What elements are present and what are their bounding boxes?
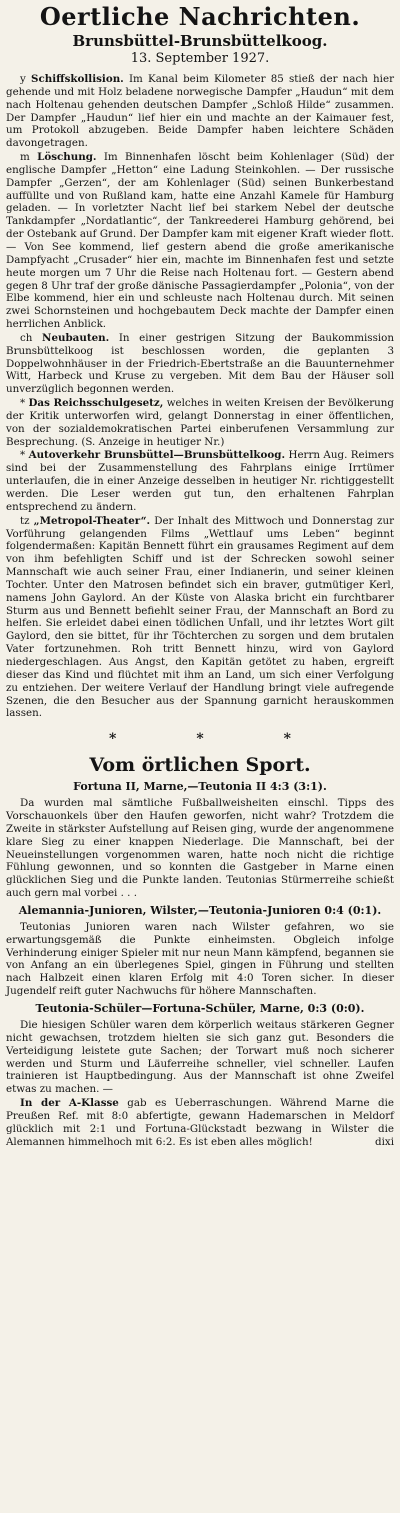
- author-mark: m: [20, 151, 30, 164]
- author-mark: *: [20, 449, 26, 462]
- article-headline: „Metropol-Theater“.: [33, 514, 151, 527]
- summary-text: gab es Ueberraschungen. Während Marne die Preußen Ref. mit 8:0 abfertigte, gewann Hademarschen in Meldorf glücklich mit 2:1 und Fortuna-Glückstadt bezwang in Wilster die Alemannen himmelhoch mit 6:2. Es ist eben alles möglich!: [6, 1097, 394, 1148]
- article-text: Herrn Aug. Reimers sind bei der Zusammenstellung des Fahrplans einige Irrtümer unterlaufen, die in einer Anzeige desselben in heutiger Nr. richtiggestellt werden. Die Leser werden gut tun, den erhaltenen Fahrplan entsprechend zu ändern.: [6, 449, 394, 513]
- article-headline: Autoverkehr Brunsbüttel—Brunsbüttelkoog.: [28, 449, 286, 462]
- sport-column: [6, 780, 394, 1148]
- author-mark: y: [20, 73, 26, 85]
- article-text: Der Inhalt des Mittwoch und Donnerstag zur Vorführung gelangenden Films „Wettlauf ums Leben“ beginnt folgendermaßen: Kapitän Bennett führt ein grausames Regiment auf dem von ihm befehligten Schiff und ist der Schrecken sowohl seiner Mannschaft wie auch seiner Frau, einer Indianerin, und seiner kleinen Tochter. Unter den Matrosen befindet sich ein braver, gutmütiger Kerl, namens John Gaylord. An der Küste von Alaska bricht ein furchtbarer Sturm aus und Bennett befiehlt seiner Frau, der Mannschaft an Bord zu helfen. Sie erleidet dabei einen tödlichen Unfall, und ihr letztes Wort gilt Gaylord, den sie bittet, für ihr Töchterchen zu sorgen und dem brutalen Vater fortzunehmen. Roh tritt Bennett hinzu, wird von Gaylord niedergeschlagen. Aus Angst, den Kapitän getötet zu haben, ergreift dieser das Kind und flüchtet mit ihm an Land, um sich einer Verfolgung zu entziehen. Der weitere Verlauf der Handlung bringt viele aufregende Szenen, die den Besucher aus der Spannung garnicht herauskommen lassen.: [6, 514, 394, 720]
- dateline: 13. September 1927.: [130, 51, 270, 66]
- article-cinema: [6, 515, 394, 721]
- local-news-column: [6, 73, 394, 720]
- match-report: Da wurden mal sämtliche Fußballweisheiten einschl. Tipps des Vorschauonkels über den Haufen geworfen, nicht wahr? Trotzdem die Zweite in stärkster Aufstellung auf Reisen ging, wurde der angenommene klare Sieg zu einer knappen Niederlage. Die Mannschaft, bei der Neueinstellungen vorgenommen waren, hatte noch nicht die richtige Fühlung gewonnen, und so konnten die Gastgeber in Marne einen glücklichen Sieg und die Punkte landen. Teutonias Stürmerreihe schießt auch gern mal vorbei . . .: [6, 797, 394, 900]
- author-mark: ch: [20, 331, 33, 344]
- location-subtitle: Brunsbüttel-Brunsbüttelkoog.: [72, 32, 328, 50]
- article-unloading: [6, 151, 394, 331]
- divider-star: *: [283, 731, 291, 748]
- masthead: [6, 4, 394, 67]
- article-text: Im Kanal beim Kilometer 85 stieß der nach hier gehende und mit Holz beladene norwegische Dampfer „Haudun“ mit dem nach Holtenau gehenden deutschen Dampfer „Schloß Hilde“ zusammen. Der Dampfer „Haudun“ lief hier ein und machte an der Kaimauer fest, um Protokoll abzugeben. Beide Dampfer haben leichtere Schäden davongetragen.: [6, 73, 394, 150]
- article-bus-service: [6, 449, 394, 513]
- article-text: welches in weiten Kreisen der Bevölkerung der Kritik unterworfen wird, gelangt Donnerstag in einer öffentlichen, von der sozialdemokratischen Partei einberufenen Versammlung zur Besprechung. (S. Anzeige in heutiger Nr.): [6, 397, 395, 448]
- article-ship-collision: [6, 73, 394, 150]
- match-report: Die hiesigen Schüler waren dem körperlich weitaus stärkeren Gegner nicht gewachsen, trotzdem hielten sie sich ganz gut. Besonders die Verteidigung leistete gute Sachen; der Torwart muß noch sicherer werden und Sturm und Läuferreihe schneller, viel schneller. Laufen trainieren ist Hauptbedingung. Aus der Mannschaft ist ohne Zweifel etwas zu machen. —: [6, 1019, 394, 1096]
- section-title: Oertliche Nachrichten.: [39, 2, 361, 31]
- article-new-buildings: [6, 332, 394, 396]
- article-headline: Schiffskollision.: [31, 73, 124, 85]
- league-summary: [6, 1097, 394, 1148]
- article-headline: Das Reichsschulgesetz,: [28, 397, 164, 410]
- sport-section-title: Vom örtlichen Sport.: [89, 754, 311, 777]
- match-headline: Teutonia-Schüler—Fortuna-Schüler, Marne, 0:3 (0:0).: [35, 1002, 365, 1015]
- author-mark: tz: [20, 514, 30, 527]
- article-headline: Neubauten.: [42, 331, 110, 344]
- author-mark: *: [20, 397, 26, 410]
- match-report: Teutonias Junioren waren nach Wilster gefahren, wo sie erwartungsgemäß die Punkte einheimsten. Obgleich infolge Verhinderung einiger Spieler mit nur neun Mann kämpfend, begannen sie von Anfang an ein überlegenes Spiel, gingen in Führung und stellten nach Halbzeit einen klaren Erfolg mit 4:0 Toren sicher. In dieser Jugendelf reift guter Nachwuchs für höhere Mannschaften.: [6, 920, 394, 998]
- article-text: In einer gestrigen Sitzung der Baukommission Brunsbüttelkoog ist beschlossen worden, die geplanten 3 Doppelwohnhäuser in der Friedrich-Ebertstraße an die Bauunternehmer Witt, Harbeck und Kruse zu vergeben. Mit dem Bau der Häuser soll unverzüglich begonnen werden.: [6, 331, 394, 396]
- divider-star: *: [196, 731, 204, 748]
- summary-headline: In der A-Klasse: [20, 1097, 119, 1110]
- author-signature: dixi: [375, 1135, 394, 1148]
- section-divider: [6, 732, 394, 746]
- article-text: Im Binnenhafen löscht beim Kohlenlager (Süd) der englische Dampfer „Hetton“ eine Ladung Steinkohlen. — Der russische Dampfer „Gerzen“, der am Kohlenlager (Süd) seinen Bunkerbestand auffüllte und von Rußland kam, hatte eine Anzahl Kamele für Hamburg geladen. — In vorletzter Nacht lief bei starkem Nebel der deutsche Tankdampfer „Nordatlantic“, der Tankreederei Hamburg gehörend, bei der Ostebank auf Grund. Der Dampfer kam mit eigener Kraft wieder flott. — Von See kommend, lief gestern abend die große amerikanische Dampfyacht „Crusader“ hier ein, machte im Binnenhafen fest und setzte heute morgen um 7 Uhr die Reise nach Holtenau fort. — Gestern abend gegen 8 Uhr traf der große dänische Passagierdampfer „Polonia“, von der Elbe kommend, hier ein und schleuste nach Holtenau durch. Mit seinen zwei Schornsteinen und hochgebautem Deck machte der Dampfer einen herrlichen Anblick.: [6, 151, 394, 331]
- match-headline: Alemannia-Junioren, Wilster,—Teutonia-Junioren 0:4 (0:1).: [18, 903, 382, 917]
- divider-star: *: [109, 731, 117, 748]
- match-headline: Fortuna II, Marne,—Teutonia II 4:3 (3:1).: [73, 780, 327, 794]
- article-school-law: [6, 397, 394, 448]
- article-headline: Löschung.: [37, 151, 97, 164]
